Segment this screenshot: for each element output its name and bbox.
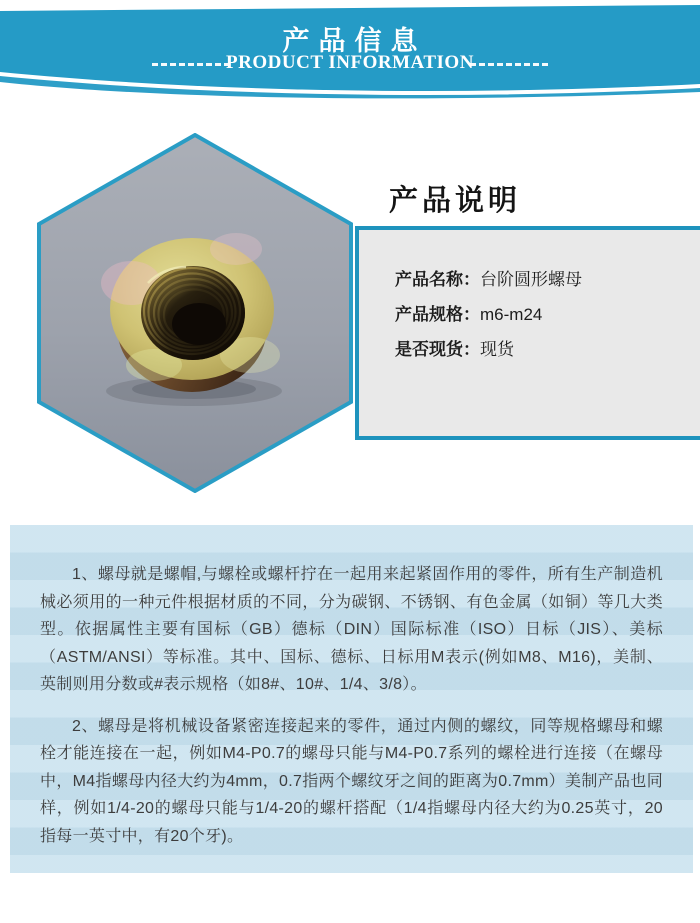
product-info-box xyxy=(355,226,700,440)
right-dash-decoration xyxy=(470,63,548,66)
in-stock-value: 现货 xyxy=(480,340,514,359)
product-details-panel xyxy=(10,525,693,873)
banner-subtitle: PRODUCT INFORMATION xyxy=(226,52,474,73)
info-row-product-spec xyxy=(395,305,700,325)
product-hexagon-photo xyxy=(36,133,354,493)
info-row-product-name xyxy=(395,270,700,290)
details-paragraph-2: 2、螺母是将机械设备紧密连接起来的零件，通过内侧的螺纹，同等规格螺母和螺栓才能连接在一起，例如M4-P0.7的螺母只能与M4-P0.7系列的螺栓进行连接（在螺母中，M4指螺母内径大约为4mm，0.7指两个螺纹牙之间的距离为0.7mm）美制产品也同样，例如1/4-20的螺母只能与1/4-20的螺杆搭配（1/4指螺母内径大约为0.25英寸，20指每一英寸中，有20个牙)。 xyxy=(40,717,663,845)
header-banner xyxy=(0,0,700,102)
banner-title: 产品信息 xyxy=(282,26,427,56)
info-row-in-stock xyxy=(395,340,700,360)
product-name-value: 台阶圆形螺母 xyxy=(480,270,582,289)
round-nut-photo xyxy=(36,133,354,493)
product-name-label: 产品名称： xyxy=(395,270,480,289)
details-paragraph-1: 1、螺母就是螺帽,与螺栓或螺杆拧在一起用来起紧固作用的零件，所有生产制造机械必须用的一种元件根据材质的不同，分为碳钢、不锈钢、有色金属（如铜）等几大类型。依据属性主要有国标（GB）德标（DIN）国际标准（ISO）日标（JIS）、美标（ASTM/ANSI）等标准。其中、国标、德标、日标用M表示(例如M8、M16)，美制、英制则用分数或#表示规格（如8#、10#、1/4、3/8）。 xyxy=(40,566,663,693)
product-spec-label: 产品规格： xyxy=(395,305,480,324)
in-stock-label: 是否现货： xyxy=(395,340,480,359)
product-spec-value: m6-m24 xyxy=(480,305,543,324)
product-description-heading: 产品说明 xyxy=(389,185,522,217)
